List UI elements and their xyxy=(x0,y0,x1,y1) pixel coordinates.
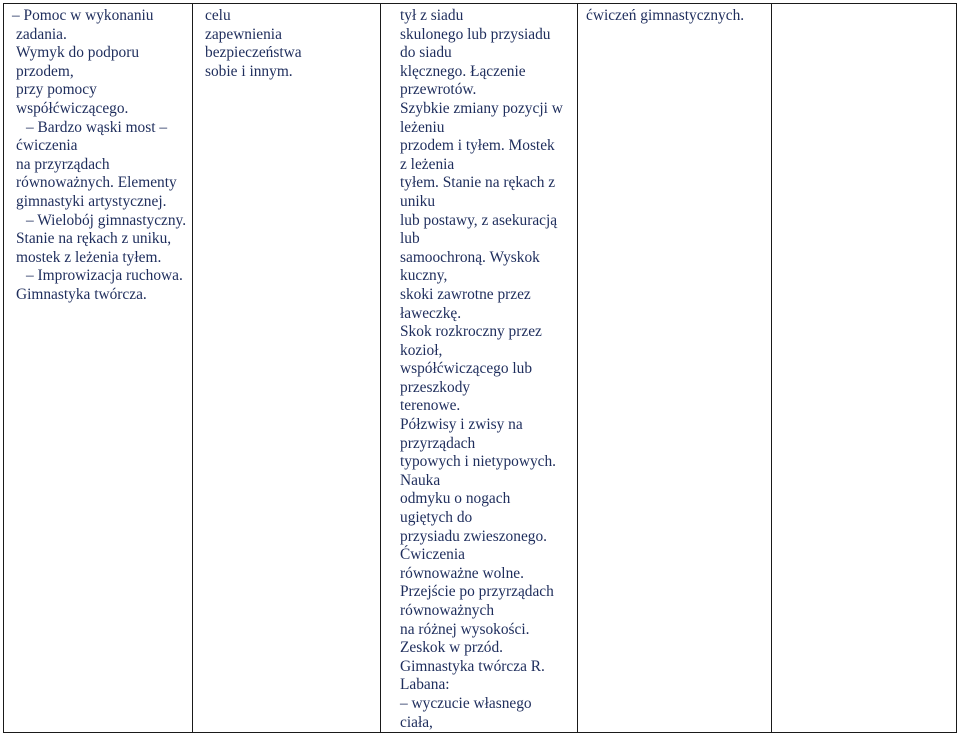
cell-text-line: bezpieczeństwa xyxy=(205,44,302,62)
cell-text-line: – Wielobój gimnastyczny. xyxy=(26,211,187,229)
cell-text-line: – Pomoc w wykonaniu xyxy=(12,7,154,24)
cell-text-line: przeszkody xyxy=(400,378,471,396)
table-cell-col2 xyxy=(193,4,381,733)
cell-text-line: – Improwizacja ruchowa. xyxy=(26,267,183,285)
cell-text-line: ćwiczeń gimnastycznych. xyxy=(586,7,745,24)
cell-text-line: przysiadu zwieszonego. xyxy=(400,527,548,545)
table-row xyxy=(4,4,957,733)
cell-text-line: równoważne wolne. xyxy=(400,564,524,582)
cell-text-line: leżeniu xyxy=(400,118,445,136)
cell-text-line: równoważnych. Elementy xyxy=(16,174,177,192)
cell-text-line: zapewnienia xyxy=(205,25,282,43)
cell-text-line: z leżenia xyxy=(400,155,455,173)
cell-text-line: przewrotów. xyxy=(400,81,477,99)
cell-text-line: skoki zawrotne przez xyxy=(400,285,531,303)
cell-text-line: Wymyk do podporu xyxy=(16,44,140,62)
cell-text-line: na przyrządach xyxy=(16,155,110,173)
cell-text-line: Zeskok w przód. xyxy=(400,639,504,657)
curriculum-table xyxy=(3,3,957,733)
cell-text-line: przodem, xyxy=(16,62,74,80)
cell-text-line: gimnastyki artystycznej. xyxy=(16,192,167,210)
cell-text-line: tył z siadu xyxy=(400,7,464,24)
cell-text-line: sobie i innym. xyxy=(205,62,293,80)
cell-text-line: lub postawy, z asekuracją xyxy=(400,211,558,229)
cell-text-line: ugiętych do xyxy=(400,509,473,527)
cell-text-line: kuczny, xyxy=(400,267,448,285)
cell-text-line: Ćwiczenia xyxy=(400,546,465,564)
table-cell-col1 xyxy=(4,4,193,733)
table-cell-col4 xyxy=(578,4,772,733)
cell-text-line: współćwiczącego. xyxy=(16,99,129,117)
cell-text-line: równoważnych xyxy=(400,602,495,619)
cell-text-line: przodem i tyłem. Mostek xyxy=(400,137,555,155)
cell-text-line: ciała, xyxy=(400,713,433,731)
cell-text-line: Gimnastyka twórcza. xyxy=(16,285,147,303)
cell-text-line: ławeczkę. xyxy=(400,304,462,322)
cell-text-line: Labana: xyxy=(400,676,450,694)
cell-text-line: celu xyxy=(205,7,231,24)
cell-text-line: terenowe. xyxy=(400,397,461,415)
cell-text-line: lub xyxy=(400,230,420,248)
cell-text-line: kozioł, xyxy=(400,341,443,359)
cell-text-line: typowych i nietypowych. xyxy=(400,453,557,471)
cell-text-line: odmyku o nogach xyxy=(400,490,511,508)
table-cell-col3 xyxy=(381,4,578,733)
cell-text-line: zadania. xyxy=(16,25,67,43)
cell-text-line: współćwiczącego lub xyxy=(400,360,533,378)
cell-text-line: Skok rozkroczny przez xyxy=(400,323,542,341)
cell-text-line: przy pomocy xyxy=(16,81,97,99)
cell-text-line: uniku xyxy=(400,192,436,210)
cell-text-line: Półzwisy i zwisy na xyxy=(400,416,523,434)
cell-text-line: Przejście po przyrządach xyxy=(400,583,554,601)
cell-text-line: Stanie na rękach z uniku, xyxy=(16,230,172,248)
cell-text-line: ćwiczenia xyxy=(16,137,78,155)
cell-text-line: do siadu xyxy=(400,44,452,62)
cell-text-line: Szybkie zmiany pozycji w xyxy=(400,99,563,117)
cell-text-line: – Bardzo wąski most – xyxy=(26,118,168,136)
cell-text-line: klęcznego. Łączenie xyxy=(400,62,526,80)
cell-text-line: – wyczucie własnego xyxy=(400,694,532,712)
cell-text-line: Gimnastyka twórcza R. xyxy=(400,657,545,675)
cell-text-line: skulonego lub przysiadu xyxy=(400,25,551,43)
cell-text-line: przyrządach xyxy=(400,434,476,452)
cell-text-line: na różnej wysokości. xyxy=(400,620,530,638)
cell-text-line: mostek z leżenia tyłem. xyxy=(16,248,162,266)
cell-text-line: tyłem. Stanie na rękach z xyxy=(400,174,556,192)
table-cell-col5 xyxy=(772,4,957,733)
cell-text-line: samoochroną. Wyskok xyxy=(400,248,540,266)
cell-text-line: Nauka xyxy=(400,471,441,489)
